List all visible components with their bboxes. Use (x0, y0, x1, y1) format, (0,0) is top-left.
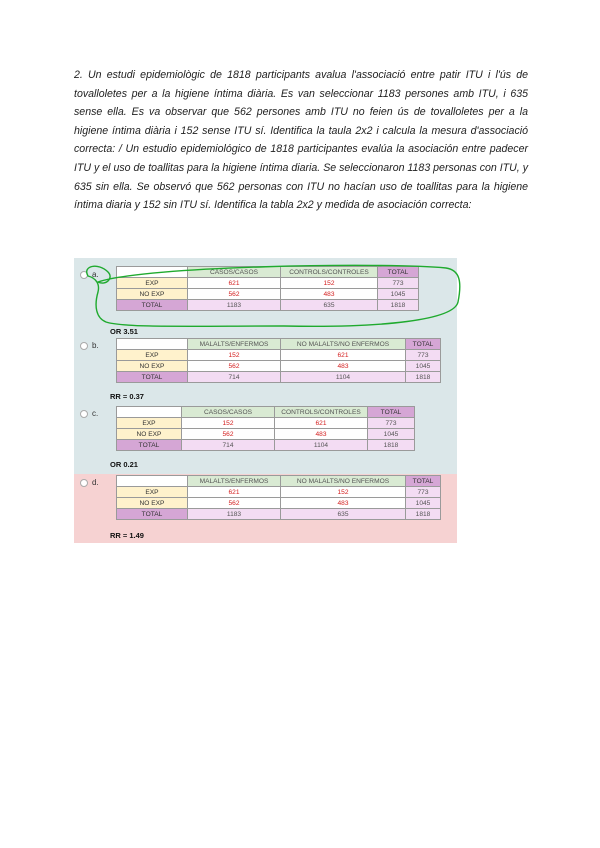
table-cell: 562 (188, 361, 281, 372)
option-b-letter: b. (80, 341, 99, 350)
table-cell: 621 (281, 350, 406, 361)
row-label: EXP (117, 350, 188, 361)
option-c-letter: c. (80, 409, 98, 418)
col-header: MALALTS/ENFERMOS (188, 476, 281, 487)
table-cell: 1104 (281, 372, 406, 383)
table-cell: 562 (182, 429, 275, 440)
option-b[interactable] (74, 338, 457, 406)
row-label: NO EXP (117, 289, 188, 300)
table-cell: 1818 (406, 509, 441, 520)
col-header: NO MALALTS/NO ENFERMOS (281, 476, 406, 487)
hand-drawn-circle-annotation (84, 262, 462, 332)
table-cell: 635 (281, 300, 378, 311)
table-cell: 1104 (275, 440, 368, 451)
row-label: NO EXP (117, 429, 182, 440)
table-cell: 621 (275, 418, 368, 429)
table-cell: 773 (378, 278, 419, 289)
row-label: TOTAL (117, 300, 188, 311)
option-c[interactable] (74, 406, 457, 474)
table-cell: 1183 (188, 300, 281, 311)
option-b-table (116, 338, 441, 383)
table-cell: 621 (188, 487, 281, 498)
table-cell: 1183 (188, 509, 281, 520)
col-header: TOTAL (378, 267, 419, 278)
table-cell: 1818 (406, 372, 441, 383)
table-cell: 483 (275, 429, 368, 440)
measure-result: OR 3.51 (110, 327, 138, 336)
table-cell: 1045 (406, 498, 441, 509)
radio-button-icon[interactable] (80, 479, 88, 487)
col-header: CASOS/CASOS (188, 267, 281, 278)
option-c-table (116, 406, 415, 451)
col-header: TOTAL (406, 339, 441, 350)
table-cell: 152 (188, 350, 281, 361)
measure-result: OR 0.21 (110, 460, 138, 469)
table-cell: 714 (182, 440, 275, 451)
option-d[interactable] (74, 474, 457, 543)
measure-result: RR = 0.37 (110, 392, 144, 401)
table-cell: 1045 (368, 429, 415, 440)
table-cell: 1045 (406, 361, 441, 372)
row-label: EXP (117, 278, 188, 289)
table-cell: 773 (406, 487, 441, 498)
radio-button-icon[interactable] (80, 410, 88, 418)
col-header: CONTROLS/CONTROLES (275, 407, 368, 418)
col-header: NO MALALTS/NO ENFERMOS (281, 339, 406, 350)
row-label: NO EXP (117, 361, 188, 372)
col-header: CASOS/CASOS (182, 407, 275, 418)
table-cell: 773 (368, 418, 415, 429)
table-cell: 483 (281, 361, 406, 372)
table-cell: 483 (281, 498, 406, 509)
option-d-table (116, 475, 441, 520)
table-cell: 621 (188, 278, 281, 289)
table-cell: 562 (188, 289, 281, 300)
row-label: TOTAL (117, 440, 182, 451)
col-header: TOTAL (406, 476, 441, 487)
table-cell: 773 (406, 350, 441, 361)
row-label: EXP (117, 418, 182, 429)
table-cell: 714 (188, 372, 281, 383)
col-header: TOTAL (368, 407, 415, 418)
table-cell: 152 (281, 487, 406, 498)
row-label: TOTAL (117, 509, 188, 520)
table-cell: 483 (281, 289, 378, 300)
table-cell: 1045 (378, 289, 419, 300)
row-label: NO EXP (117, 498, 188, 509)
option-a-letter: a. (80, 270, 99, 279)
table-cell: 152 (182, 418, 275, 429)
row-label: TOTAL (117, 372, 188, 383)
radio-button-icon[interactable] (80, 342, 88, 350)
table-cell: 1818 (368, 440, 415, 451)
measure-result: RR = 1.49 (110, 531, 144, 540)
question-text: 2. Un estudi epidemiològic de 1818 participants avalua l'associació entre patir ITU i l'ús de tovalloletes per a la higiene íntima diària. Es van seleccionar 1183 persones amb ITU, i 635 sense ella. Es va observar que 562 persones amb ITU no feien ús de tovalloletes per a la higiene íntima diària i 152 sense ITU sí. Identifica la taula 2x2 i calcula la mesura d'associació correcta: / Un estudio epidemiológico de 1818 participantes evalúa la asociación entre padecer ITU y el uso de toallitas para la higiene íntima diaria. Se seleccionaron 1183 personas con ITU, y 635 sin ella. Se observó que 562 personas con ITU no hacían uso de toallitas para la higiene íntima diaria y 152 sin ITU sí. Identifica la tabla 2x2 y medida de asociación correcta: (74, 69, 528, 212)
table-cell: 635 (281, 509, 406, 520)
option-d-letter: d. (80, 478, 99, 487)
col-header: CONTROLS/CONTROLES (281, 267, 378, 278)
table-cell: 152 (281, 278, 378, 289)
table-cell: 562 (188, 498, 281, 509)
table-cell: 1818 (378, 300, 419, 311)
col-header: MALALTS/ENFERMOS (188, 339, 281, 350)
row-label: EXP (117, 487, 188, 498)
